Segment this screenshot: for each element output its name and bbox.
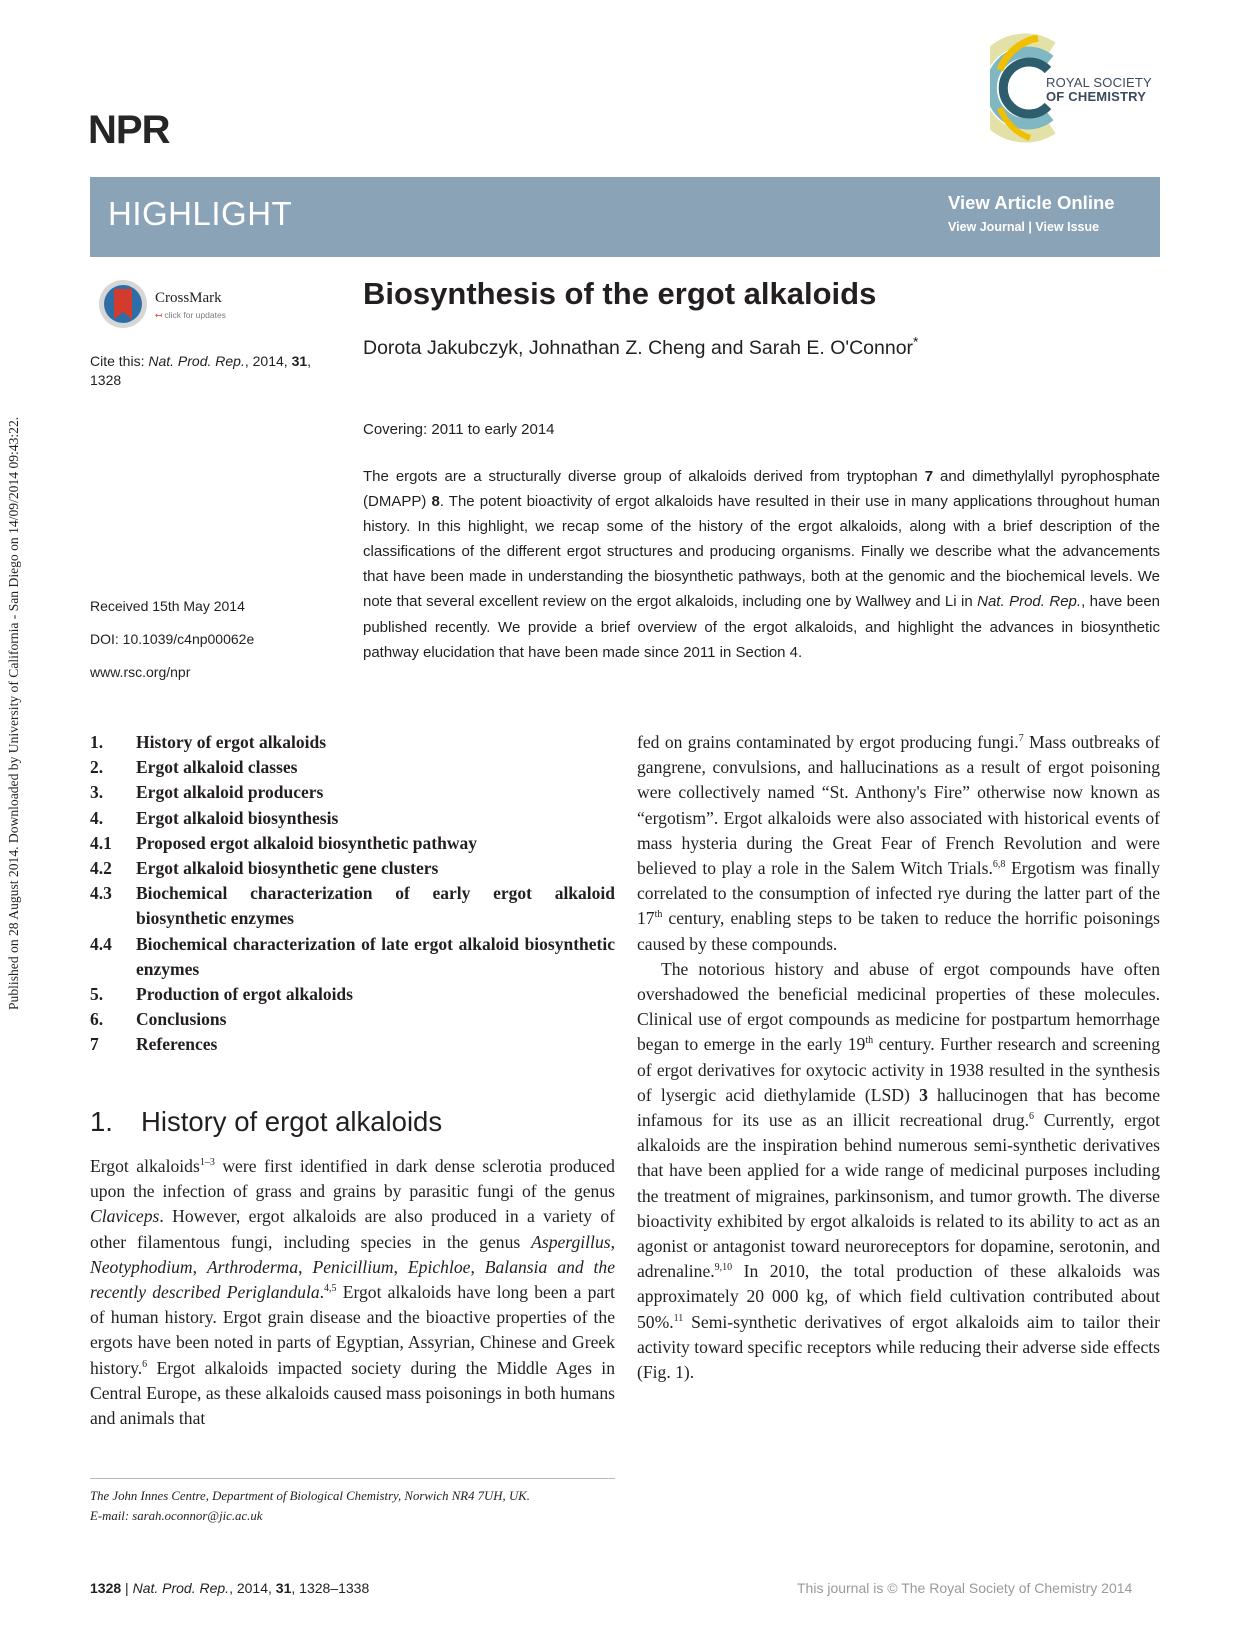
citation-ref[interactable]: 1–3 [199,1157,215,1169]
section-title: History of ergot alkaloids [141,1106,443,1137]
text: Mass outbreaks of gangrene, convulsions, and hallucinations as a result of ergot poisoning were collectively named “St. Anthony's Fire” otherwise now known as “ergotism”. Ergot alkaloids were also associated with historical events of mass hysteria during the Great Fear of French Revolution and were believed to play a role in the Salem Witch Trials. [637,732,1160,879]
text: . [319,1282,325,1303]
citation-ref[interactable]: 6 [1029,1111,1035,1123]
authors-text: Dorota Jakubczyk, Johnathan Z. Cheng and Sarah E. O'Connor [363,337,914,359]
toc-number: 4.2 [90,858,112,879]
paragraph [637,957,1160,1385]
toc-number: 6. [90,1009,104,1030]
copyright-notice: This journal is © The Royal Society of Chemistry 2014 [797,1580,1133,1596]
superscript: th [865,1035,874,1047]
page-footer-left [90,1580,369,1596]
toc-item[interactable] [90,856,615,881]
text: fed on grains contaminated by ergot producing fungi. [637,732,1019,752]
text: were first identified in dark dense sclerotia produced upon the infection of grass and grains by parasitic fungi of the genus [90,1156,615,1202]
genus-name: Penicillium [312,1256,394,1277]
toc-text: Ergot alkaloid producers [136,782,324,803]
text: hallucinogen that has become infamous for its use as an illicit recreational drug. [637,1084,1160,1131]
view-issue-link[interactable]: View Issue [1035,220,1100,234]
received-date: Received 15th May 2014 [90,598,245,614]
toc-text: References [136,1034,218,1055]
genus-name: Balansia and the recently described Periglandula [90,1256,616,1303]
toc-number: 5. [90,984,104,1005]
toc-text: Ergot alkaloid biosynthesis [136,807,339,828]
toc-number: 4.4 [90,933,112,954]
text: , [470,1256,485,1277]
affiliation-footnote [90,1486,615,1526]
citation-ref[interactable]: 11 [673,1312,684,1324]
corresponding-mark: * [913,333,919,350]
affiliation-email[interactable]: E-mail: sarah.oconnor@jic.ac.uk [90,1509,263,1523]
abstract [363,464,1160,665]
view-links-divider: | [1028,220,1032,234]
journal-website-link[interactable]: www.rsc.org/npr [90,664,191,680]
crossmark-sub [155,310,226,321]
toc-text: Ergot alkaloid biosynthetic gene clusters [136,858,439,879]
toc-item[interactable] [90,730,615,755]
citation-ref[interactable]: 7 [1018,733,1024,745]
toc-item[interactable] [90,1007,615,1032]
toc-text: Biochemical characterization of early ergot alkaloid biosynthetic enzymes [136,883,615,929]
body-text-left [90,1154,615,1431]
view-journal-link[interactable]: View Journal [948,220,1025,234]
text: Semi-synthetic derivatives of ergot alkaloids aim to tailor their activity toward specific receptors while reducing their adverse side effects (Fig. 1). [637,1311,1160,1383]
crossmark-label: CrossMark [155,290,222,306]
cite-year: , 2014, [244,353,288,369]
journal-name: Nat. Prod. Rep. [977,593,1082,611]
rsc-logo [990,30,1170,145]
genus-name: Epichloe [407,1256,471,1277]
text: , [393,1256,408,1277]
text: , [192,1256,207,1277]
toc-text: History of ergot alkaloids [136,732,327,752]
rsc-logo-line2: OF CHEMISTRY [1046,89,1147,104]
toc-text: Conclusions [136,1009,227,1030]
citation-ref[interactable]: 6,8 [992,859,1006,871]
covering-period: Covering: 2011 to early 2014 [363,421,555,438]
toc-item[interactable] [90,780,615,805]
footer-journal: Nat. Prod. Rep. [132,1580,230,1596]
citation-ref[interactable]: 9,10 [714,1262,733,1274]
page-number: 1328 [90,1580,122,1596]
footer-divider: | [125,1580,129,1596]
footer-volume: 31 [275,1580,292,1596]
toc-item[interactable] [90,831,615,856]
text: . However, ergot alkaloids are also produced in a variety of other filamentous fungi, including species in the genus [90,1206,615,1252]
text: Ergot alkaloids impacted society during the Middle Ages in Central Europe, as these alkaloids caused mass poisonings in both humans and animals that [90,1357,615,1429]
doi[interactable]: DOI: 10.1039/c4np00062e [90,631,255,647]
compound-number: 7 [924,468,934,485]
rsc-logo-line1: ROYAL SOCIETY [1046,75,1152,90]
abstract-text: . The potent bioactivity of ergot alkaloids have resulted in their use in many applications throughout human history. In this highlight, we recap some of the history of the ergot alkaloids, along with a brief description of the classifications of the different ergot structures and producing organisms. Finally we describe what the advancements that have been made in understanding the biosynthetic pathways, both at the genomic and the biochemical levels. We note that several excellent review on the ergot alkaloids, including one by Wallwey and Li in [363,493,1161,611]
highlight-banner [90,177,1160,257]
toc-text: Biochemical characterization of late ergot alkaloid biosynthetic enzymes [136,933,615,979]
toc-number: 3. [90,782,104,803]
affiliation-address: The John Innes Centre, Department of Biological Chemistry, Norwich NR4 7UH, UK. [90,1489,530,1503]
genus-name: Aspergillus [531,1231,611,1252]
toc-item[interactable] [90,755,615,780]
abstract-text: , have been published recently. We provide a brief overview of the ergot alkaloids, and highlight the advances in biosynthetic pathway elucidation that have been made since 2011 in Section 4. [363,593,1161,661]
body-text-right [637,730,1160,1385]
citation [90,352,335,390]
text: In 2010, the total production of these alkaloids was approximately 20 000 kg, of which field cultivation contributed about 50%. [637,1261,1160,1332]
toc-number: 4. [90,807,104,828]
text: , [298,1256,313,1277]
crossmark-sub-text: click for updates [164,310,226,320]
compound-number: 3 [919,1084,928,1105]
paragraph [637,730,1160,957]
arrow-left-icon: ↤ [155,310,163,320]
cite-journal: Nat. Prod. Rep. [148,353,245,369]
toc-text: Proposed ergot alkaloid biosynthetic pathway [136,832,477,853]
compound-number: 8 [431,493,440,511]
toc-number: 2. [90,757,104,778]
view-links [948,220,1099,234]
crossmark-icon [97,278,149,330]
text: , [610,1231,615,1252]
toc-text: Production of ergot alkaloids [136,984,353,1005]
abstract-text: and dimethylallyl pyrophosphate (DMAPP) [363,468,1160,511]
toc-text: Ergot alkaloid classes [136,757,298,778]
section-heading [90,1106,442,1138]
toc-number: 7 [90,1034,99,1055]
toc-number: 4.3 [90,883,112,904]
toc-number: 1. [90,732,104,752]
text: Ergot alkaloids have long been a part of human history. Ergot grain disease and the bioactive properties of the ergots have been noted in parts of Egyptian, Assyrian, Chinese and Greek history. [90,1282,615,1378]
genus-name: Arthroderma [206,1256,299,1277]
toc-number: 4.1 [90,832,112,853]
crossmark-badge[interactable] [97,278,247,334]
paragraph [90,1154,615,1431]
text: Ergot alkaloids [90,1156,200,1176]
text: century, enabling steps to be taken to reduce the horrific poisonings caused by these compounds. [637,908,1160,954]
superscript: th [654,909,663,921]
cite-volume: 31 [291,353,308,369]
toc-item[interactable] [90,932,615,982]
footer-pages: , 1328–1338 [291,1580,370,1596]
cite-page: , 1328 [90,353,312,388]
text: Currently, ergot alkaloids are the inspiration behind numerous semi-synthetic derivatives that have been applied for a wide range of medicinal purposes including the treatment of migraines, parkinsonism, and tumor growth. The diverse bioactivity exhibited by ergot alkaloids is related to its ability to act as an agonist or antagonist toward neuroreceptors for dopamine, serotonin, and adrenaline. [637,1110,1160,1282]
text: The notorious history and abuse of ergot compounds have often overshadowed the beneficial medicinal properties of these molecules. Clinical use of ergot compounds as medicine for postpartum hemorrhage began to emerge in the early 19 [637,958,1160,1055]
toc-item[interactable] [90,1032,615,1057]
journal-abbrev: NPR [88,108,170,152]
toc-item[interactable] [90,806,615,831]
toc-item[interactable] [90,982,615,1007]
text: century. Further research and screening of ergot derivatives for oxytocic activity in 1938 resulted in the synthesis of lysergic acid diethylamide (LSD) [637,1034,1160,1105]
citation-ref[interactable]: 6 [142,1358,148,1370]
author-list [363,333,919,360]
citation-ref[interactable]: 4,5 [324,1283,337,1295]
view-article-online-link[interactable]: View Article Online [948,192,1115,213]
section-number: 1. [90,1106,113,1137]
footer-year: , 2014, [229,1580,272,1596]
genus-name: Claviceps [90,1206,160,1227]
genus-name: Neotyphodium [90,1256,193,1277]
text: Ergotism was finally correlated to the consumption of infected rye during the latter part of the 17 [637,858,1160,929]
abstract-text: The ergots are a structurally diverse group of alkaloids derived from tryptophan [363,468,925,485]
table-of-contents [90,730,615,1058]
sidenote-text: Published on 28 August 2014. Downloaded by University of California - San Diego on 14/09/2014 09:43:22. [6,416,21,1010]
footnote-divider [90,1478,615,1479]
cite-prefix: Cite this: [90,353,145,369]
publication-sidenote [4,270,32,1010]
article-title: Biosynthesis of the ergot alkaloids [363,276,877,311]
toc-item[interactable] [90,881,615,931]
article-type-label: HIGHLIGHT [108,195,293,232]
